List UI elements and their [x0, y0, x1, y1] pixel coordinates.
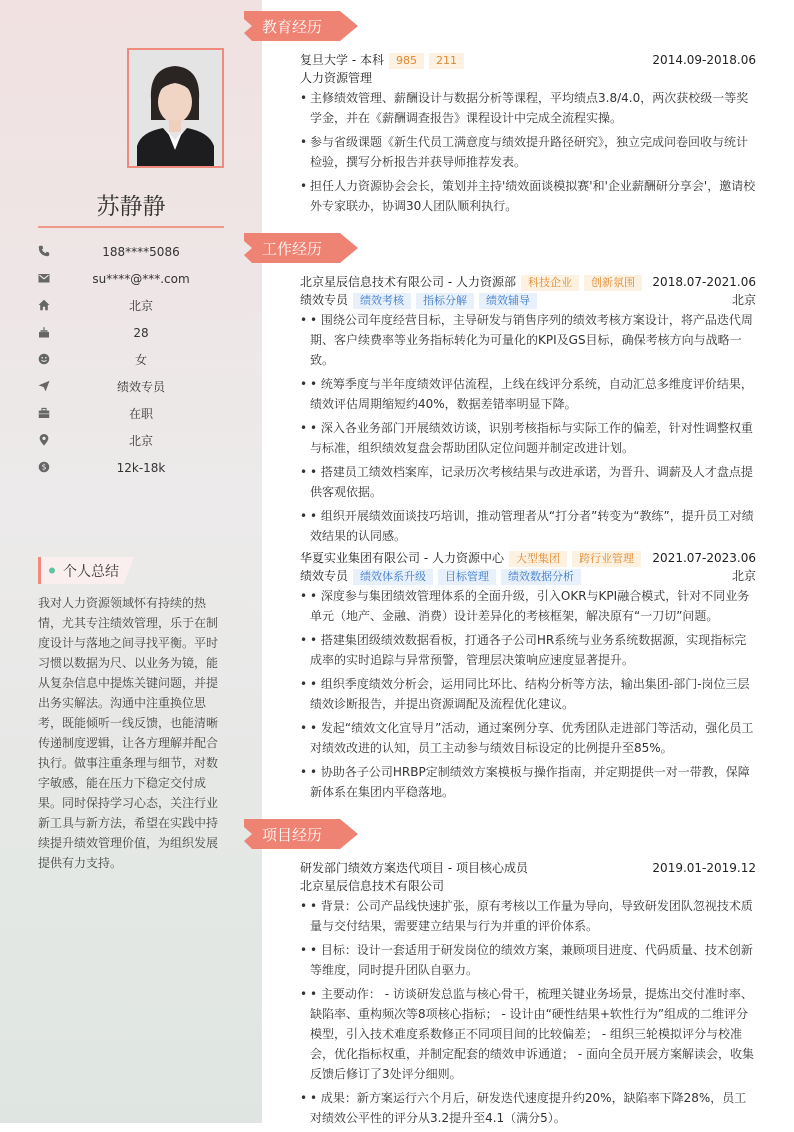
list-item: • • 组织季度绩效分析会，运用同比环比、结构分析等方法，输出集团-部门-岗位三层绩效诊断报告，并提出资源调配及流程优化建议。 [300, 674, 756, 714]
project-name: 研发部门绩效方案迭代项目 - 项目核心成员 [300, 861, 528, 875]
job-role-row [300, 291, 756, 309]
list-item: • • 深入各业务部门开展绩效访谈，识别考核指标与实际工作的偏差，针对性调整权重与标准，组织绩效复盘会帮助团队定位问题并制定改进计划。 [300, 418, 756, 458]
skill-tag: 绩效体系升级 [353, 569, 433, 585]
phone-icon [38, 245, 50, 257]
list-item: • • 协助各子公司HRBP定制绩效方案模板与操作指南，并定期提供一对一带教，保障新体系在集团内平稳落地。 [300, 762, 756, 802]
job-header [300, 549, 756, 567]
list-item: • • 背景：公司产品线快速扩张，原有考核以工作量为导向，导致研发团队忽视技术质量与交付结果，需要建立结果与行为并重的评价体系。 [300, 896, 756, 936]
name-underline [38, 226, 224, 228]
job-date: 2018.07-2021.06 [652, 275, 756, 289]
education-bullets [300, 88, 756, 220]
smile-icon [38, 353, 50, 365]
skill-tag: 绩效数据分析 [501, 569, 581, 585]
education-title: 教育经历 [262, 18, 323, 36]
contact-age: 28 [38, 324, 224, 342]
list-item: • • 深度参与集团绩效管理体系的全面升级，引入OKR与KPI融合模式，针对不同业务单元（地产、金融、消费）设计差异化的考核框架，解决原有“一刀切”问题。 [300, 586, 756, 626]
project-date: 2019.01-2019.12 [652, 861, 756, 875]
list-item: • • 发起“绩效文化宣导月”活动，通过案例分享、优秀团队走进部门等活动，强化员工对绩效改进的认知，员工主动参与绩效目标设定的比例提升至85%。 [300, 718, 756, 758]
job-role: 绩效专员 [300, 293, 349, 307]
skill-tag: 绩效考核 [353, 293, 411, 309]
contact-email: su****@***.com [38, 270, 224, 288]
job-header [300, 273, 756, 291]
cake-icon [38, 326, 50, 338]
briefcase-icon [38, 407, 50, 419]
company-tag: 创新氛围 [584, 275, 642, 291]
list-item: • • 组织开展绩效面谈技巧培训，推动管理者从“打分者”转变为“教练”，提升员工对绩效结果的认同感。 [300, 506, 756, 546]
school-tag: 985 [389, 53, 424, 69]
list-item: • • 目标：设计一套适用于研发岗位的绩效方案，兼顾项目进度、代码质量、技术创新等维度，同时提升团队自驱力。 [300, 940, 756, 980]
mail-icon [38, 272, 50, 284]
list-item: • • 围绕公司年度经营目标，主导研发与销售序列的绩效考核方案设计，将产品迭代周期、客户续费率等业务指标转化为可量化的KPI及GS目标，确保考核方向与战略一致。 [300, 310, 756, 370]
candidate-name: 苏静静 [96, 194, 166, 220]
company-tag: 跨行业管理 [572, 551, 641, 567]
list-item: • • 成果：新方案运行六个月后，研发迭代速度提升约20%，缺陷率下降28%，员工对绩效公平性的评分从3.2提升至4.1（满分5）。 [300, 1088, 756, 1128]
contact-position: 绩效专员 [38, 378, 224, 396]
sidebar [0, 0, 262, 1123]
job-city: 北京 [731, 569, 756, 583]
school-name: 复旦大学 - 本科 [300, 53, 384, 67]
skill-tag: 指标分解 [416, 293, 474, 309]
section-heading-project [244, 819, 358, 849]
svg-text:$: $ [41, 462, 47, 472]
summary-title: 个人总结 [63, 564, 119, 580]
skill-tag: 目标管理 [438, 569, 496, 585]
contact-status: 在职 [38, 405, 224, 423]
company-name: 华夏实业集团有限公司 - 人力资源中心 [300, 551, 504, 565]
home-icon [38, 299, 50, 311]
list-item: • • 搭建员工绩效档案库，记录历次考核结果与改进承诺，为晋升、调薪及人才盘点提供客观依据。 [300, 462, 756, 502]
job-bullets [300, 586, 756, 806]
project-header [300, 859, 756, 877]
job-role: 绩效专员 [300, 569, 349, 583]
contact-target-city: 北京 [38, 432, 224, 450]
work-title: 工作经历 [262, 240, 323, 258]
contact-salary: $ 12k-18k [38, 459, 224, 477]
contact-phone: 188****5086 [38, 243, 224, 261]
company-name: 北京星辰信息技术有限公司 - 人力资源部 [300, 275, 516, 289]
section-heading-work [244, 233, 358, 263]
contact-gender: 女 [38, 351, 224, 369]
list-item: • 担任人力资源协会会长，策划并主持'绩效面谈模拟赛'和'企业薪酬研分享会'，邀请校外专家联办，协调30人团队顺利执行。 [300, 176, 756, 216]
money-icon [38, 461, 50, 473]
profile-photo [127, 48, 224, 168]
summary-text: 我对人力资源领域怀有持续的热情，尤其专注绩效管理，乐于在制度设计与落地之间寻找平衡。平时习惯以数据为尺、以业务为镜，能从复杂信息中提炼关键问题，并提出务实解法。沟通中注重换位思考，既能倾听一线反馈，也能清晰传递制度逻辑，让各方理解并配合执行。做事注重条理与细节，对数字敏感，能在压力下稳定交付成果。同时保持学习心态，关注行业新工具与新方法，希望在实践中持续提升绩效管理价值，为组织发展提供有力支持。 [38, 596, 219, 870]
school-tag: 211 [429, 53, 464, 69]
project-company: 北京星辰信息技术有限公司 [300, 879, 445, 893]
company-tag: 科技企业 [521, 275, 579, 291]
company-tag: 大型集团 [509, 551, 567, 567]
job-city: 北京 [731, 293, 756, 307]
project-bullets [300, 896, 756, 1132]
section-heading-education [244, 11, 358, 41]
list-item: • • 主要动作： - 访谈研发总监与核心骨干，梳理关键业务场景，提炼出交付准时率、缺陷率、重构频次等8项核心指标； - 设计由“硬性结果+软性行为”组成的二维评分模型，引入技术难度系数修正不同项目间的比较偏差； - 组织三轮模拟评分与校准会，优化指标权重，并制定配套的绩效申诉通道； - 面向全员开展方案解读会，收集反馈后修订了3处评分细则。 [300, 984, 756, 1084]
list-item: • • 统筹季度与半年度绩效评估流程，上线在线评分系统，自动汇总多维度评价结果，绩效评估周期缩短约40%，数据差错率明显下降。 [300, 374, 756, 414]
education-date: 2014.09-2018.06 [652, 53, 756, 67]
education-header [300, 51, 756, 69]
project-title: 项目经历 [262, 826, 323, 844]
skill-tag: 绩效辅导 [479, 293, 537, 309]
education-major: 人力资源管理 [300, 71, 373, 85]
location-icon [38, 434, 50, 446]
send-icon [38, 380, 50, 392]
job-date: 2021.07-2023.06 [652, 551, 756, 565]
summary-heading [38, 557, 134, 584]
contact-residence: 北京 [38, 297, 224, 315]
list-item: • 参与省级课题《新生代员工满意度与绩效提升路径研究》，独立完成问卷回收与统计检验，撰写分析报告并获导师推荐发表。 [300, 132, 756, 172]
list-item: • • 搭建集团级绩效数据看板，打通各子公司HR系统与业务系统数据源，实现指标完成率的实时追踪与异常预警，管理层决策响应速度显著提升。 [300, 630, 756, 670]
list-item: • 主修绩效管理、薪酬设计与数据分析等课程，平均绩点3.8/4.0，两次获校级一等奖学金，并在《薪酬调查报告》课程设计中完成全流程实操。 [300, 88, 756, 128]
job-role-row [300, 567, 756, 585]
job-bullets [300, 310, 756, 550]
